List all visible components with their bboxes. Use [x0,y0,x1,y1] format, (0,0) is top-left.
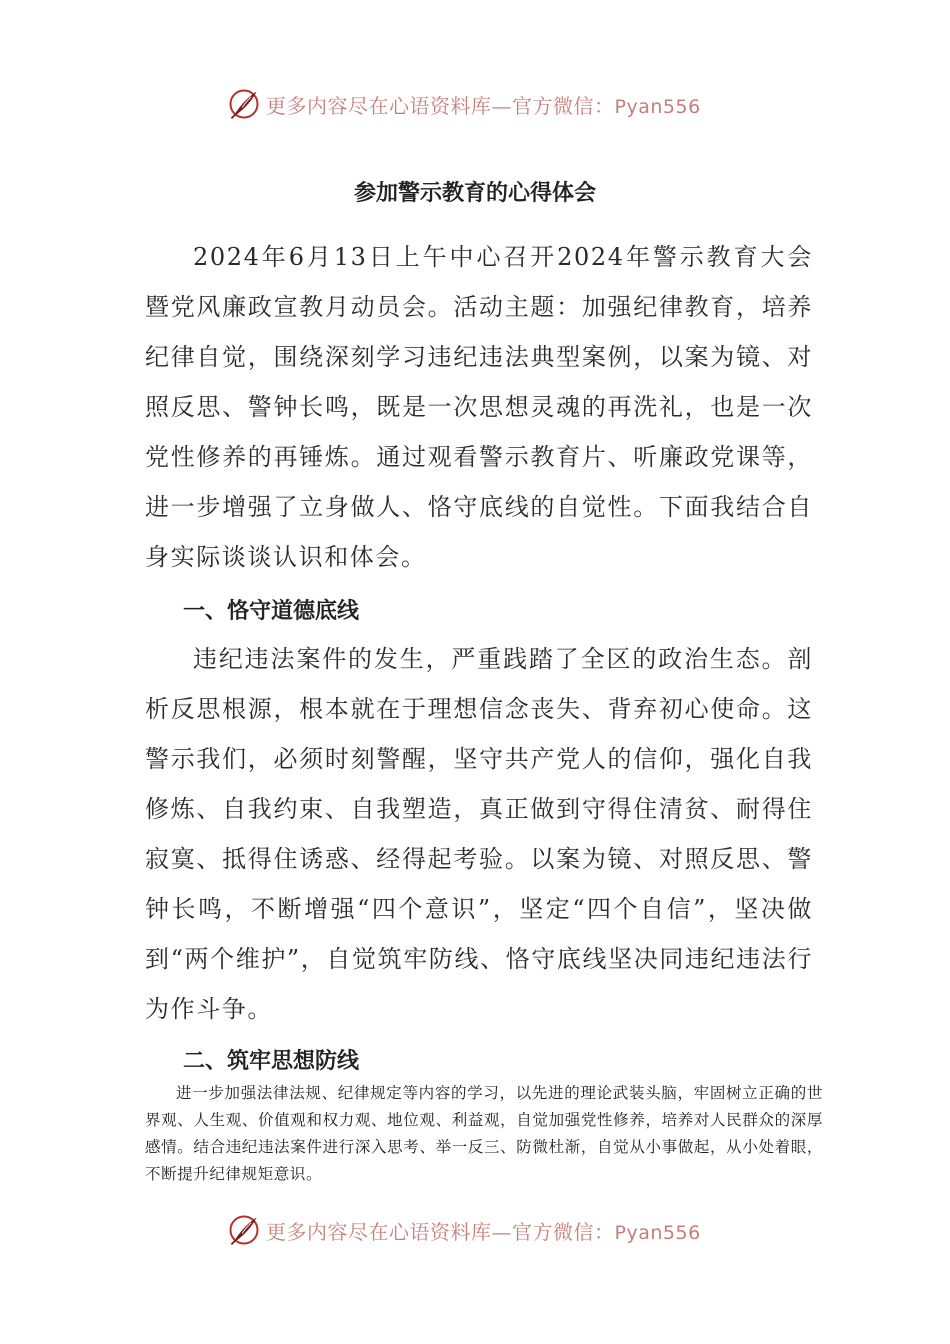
footer-banner-content [226,1208,701,1252]
footer-banner [0,1208,950,1252]
header-banner-content [226,82,701,126]
header-banner [0,82,950,126]
paragraph-intro: 2024年6月13日上午中心召开2024年警示教育大会暨党风廉政宣教月动员会。活动主题：加强纪律教育，培养纪律自觉，围绕深刻学习违纪违法典型案例，以案为镜、对照反思、警钟长鸣，既是一次思想灵魂的再洗礼，也是一次党性修养的再锤炼。通过观看警示教育片、听廉政党课等，进一步增强了立身做人、恪守底线的自觉性。下面我结合自身实际谈谈认识和体会。 [145,243,813,571]
header-wechat-id: Pyan556 [614,95,701,118]
paragraph-section-1: 违纪违法案件的发生，严重践踏了全区的政治生态。剖析反思根源，根本就在于理想信念丧失、背弃初心使命。这警示我们，必须时刻警醒，坚守共产党人的信仰，强化自我修炼、自我约束、自我塑造，真正做到守得住清贫、耐得住寂寞、抵得住诱惑、经得起考验。以案为镜、对照反思、警钟长鸣，不断增强“四个意识”，坚定“四个自信”，坚决做到“两个维护”，自觉筑牢防线、恪守底线坚决同违纪违法行为作斗争。 [145,645,813,1023]
header-banner-text: 更多内容尽在心语资料库—官方微信：Pyan556 [266,93,701,118]
footer-wechat-id: Pyan556 [614,1221,701,1244]
feather-pen-logo-icon [226,86,262,122]
document-title: 参加警示教育的心得体会 [353,181,596,206]
footer-banner-text: 更多内容尽在心语资料库—官方微信：Pyan556 [266,1219,701,1244]
section-heading-2: 二、筑牢思想防线 [183,1049,360,1074]
paragraph-section-2: 进一步加强法律法规、纪律规定等内容的学习，以先进的理论武装头脑，牢固树立正确的世界观、人生观、价值观和权力观、地位观、利益观，自觉加强党性修养，培养对人民群众的深厚感情。结合违纪违法案件进行深入思考、举一反三、防微杜渐，自觉从小事做起，从小处着眼，不断提升纪律规矩意识。 [145,1084,823,1183]
section-heading-1: 一、恪守道德底线 [183,599,360,624]
feather-pen-logo-icon [226,1212,262,1248]
